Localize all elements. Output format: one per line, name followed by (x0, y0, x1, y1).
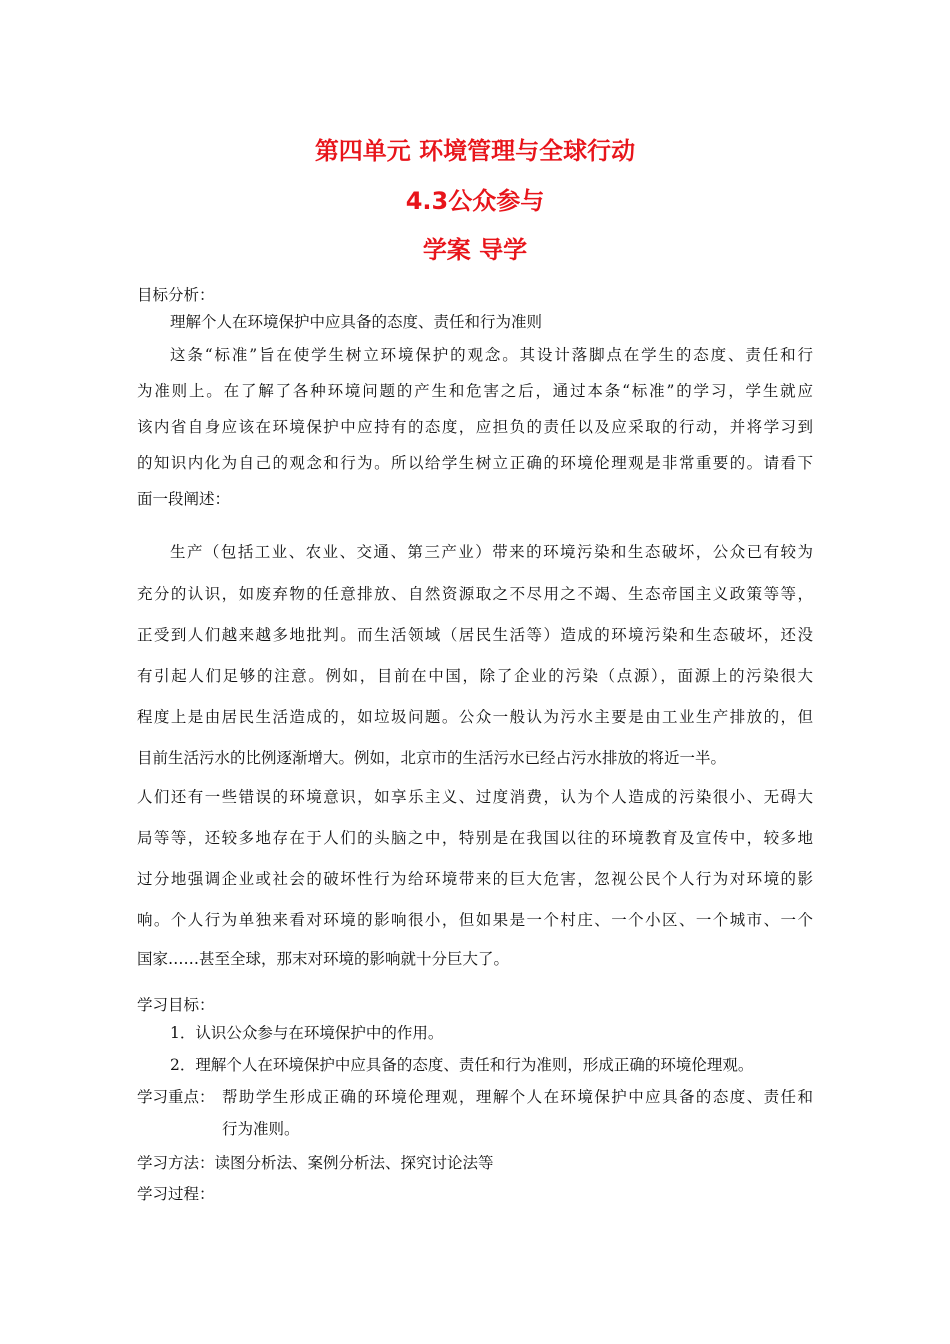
para1-line: 该内省自身应该在环境保护中应持有的态度，应担负的责任以及应采取的行动，并将学习到 (137, 418, 813, 436)
key-points-label: 学习重点： (137, 1088, 215, 1106)
para2-line: 生产（包括工业、农业、交通、第三产业）带来的环境污染和生态破坏，公众已有较为 (170, 543, 813, 561)
learning-goal-item: 1．认识公众参与在环境保护中的作用。 (170, 1024, 444, 1042)
para3-line: 人们还有一些错误的环境意识，如享乐主义、过度消费，认为个人造成的污染很小、无碍大 (137, 788, 813, 806)
para1-line: 为准则上。在了解了各种环境问题的产生和危害之后，通过本条“标准”的学习，学生就应 (137, 382, 813, 400)
unit-title: 第四单元 环境管理与全球行动 (314, 137, 636, 165)
para2-line: 程度上是由居民生活造成的，如垃圾问题。公众一般认为污水主要是由工业生产排放的，但 (137, 708, 813, 726)
learning-goals-label: 学习目标： (137, 996, 215, 1014)
doc-type-title: 学案 导学 (422, 236, 528, 264)
para3-line: 局等等，还较多地存在于人们的头脑之中，特别是在我国以往的环境教育及宣传中，较多地 (137, 829, 813, 847)
key-points-text: 行为准则。 (222, 1120, 300, 1138)
learning-process-label: 学习过程： (137, 1185, 215, 1203)
para2-line: 目前生活污水的比例逐渐增大。例如，北京市的生活污水已经占污水排放的将近一半。 (137, 749, 727, 767)
learning-goal-item: 2．理解个人在环境保护中应具备的态度、责任和行为准则，形成正确的环境伦理观。 (170, 1056, 754, 1074)
section-title: 4.3公众参与 (405, 187, 545, 215)
learning-methods: 学习方法：读图分析法、案例分析法、探究讨论法等 (137, 1154, 494, 1172)
para2-line: 正受到人们越来越多地批判。而生活领域（居民生活等）造成的环境污染和生态破坏，还没 (137, 626, 813, 644)
para1-line: 这条“标准”旨在使学生树立环境保护的观念。其设计落脚点在学生的态度、责任和行 (170, 346, 813, 364)
para3-line: 国家……甚至全球，那末对环境的影响就十分巨大了。 (137, 950, 510, 968)
key-points-text: 帮助学生形成正确的环境伦理观，理解个人在环境保护中应具备的态度、责任和 (222, 1088, 813, 1106)
para1-line: 的知识内化为自己的观念和行为。所以给学生树立正确的环境伦理观是非常重要的。请看下 (137, 454, 813, 472)
para3-line: 过分地强调企业或社会的破坏性行为给环境带来的巨大危害，忽视公民个人行为对环境的影 (137, 870, 813, 888)
para2-line: 充分的认识，如废弃物的任意排放、自然资源取之不尽用之不竭、生态帝国主义政策等等， (137, 585, 813, 603)
para3-line: 响。个人行为单独来看对环境的影响很小，但如果是一个村庄、一个小区、一个城市、一个 (137, 911, 813, 929)
para1-line: 面一段阐述： (137, 490, 231, 508)
standard-text: 理解个人在环境保护中应具备的态度、责任和行为准则 (170, 313, 543, 331)
goal-analysis-label: 目标分析： (137, 286, 215, 304)
para2-line: 有引起人们足够的注意。例如，目前在中国，除了企业的污染（点源），面源上的污染很大 (137, 667, 813, 685)
